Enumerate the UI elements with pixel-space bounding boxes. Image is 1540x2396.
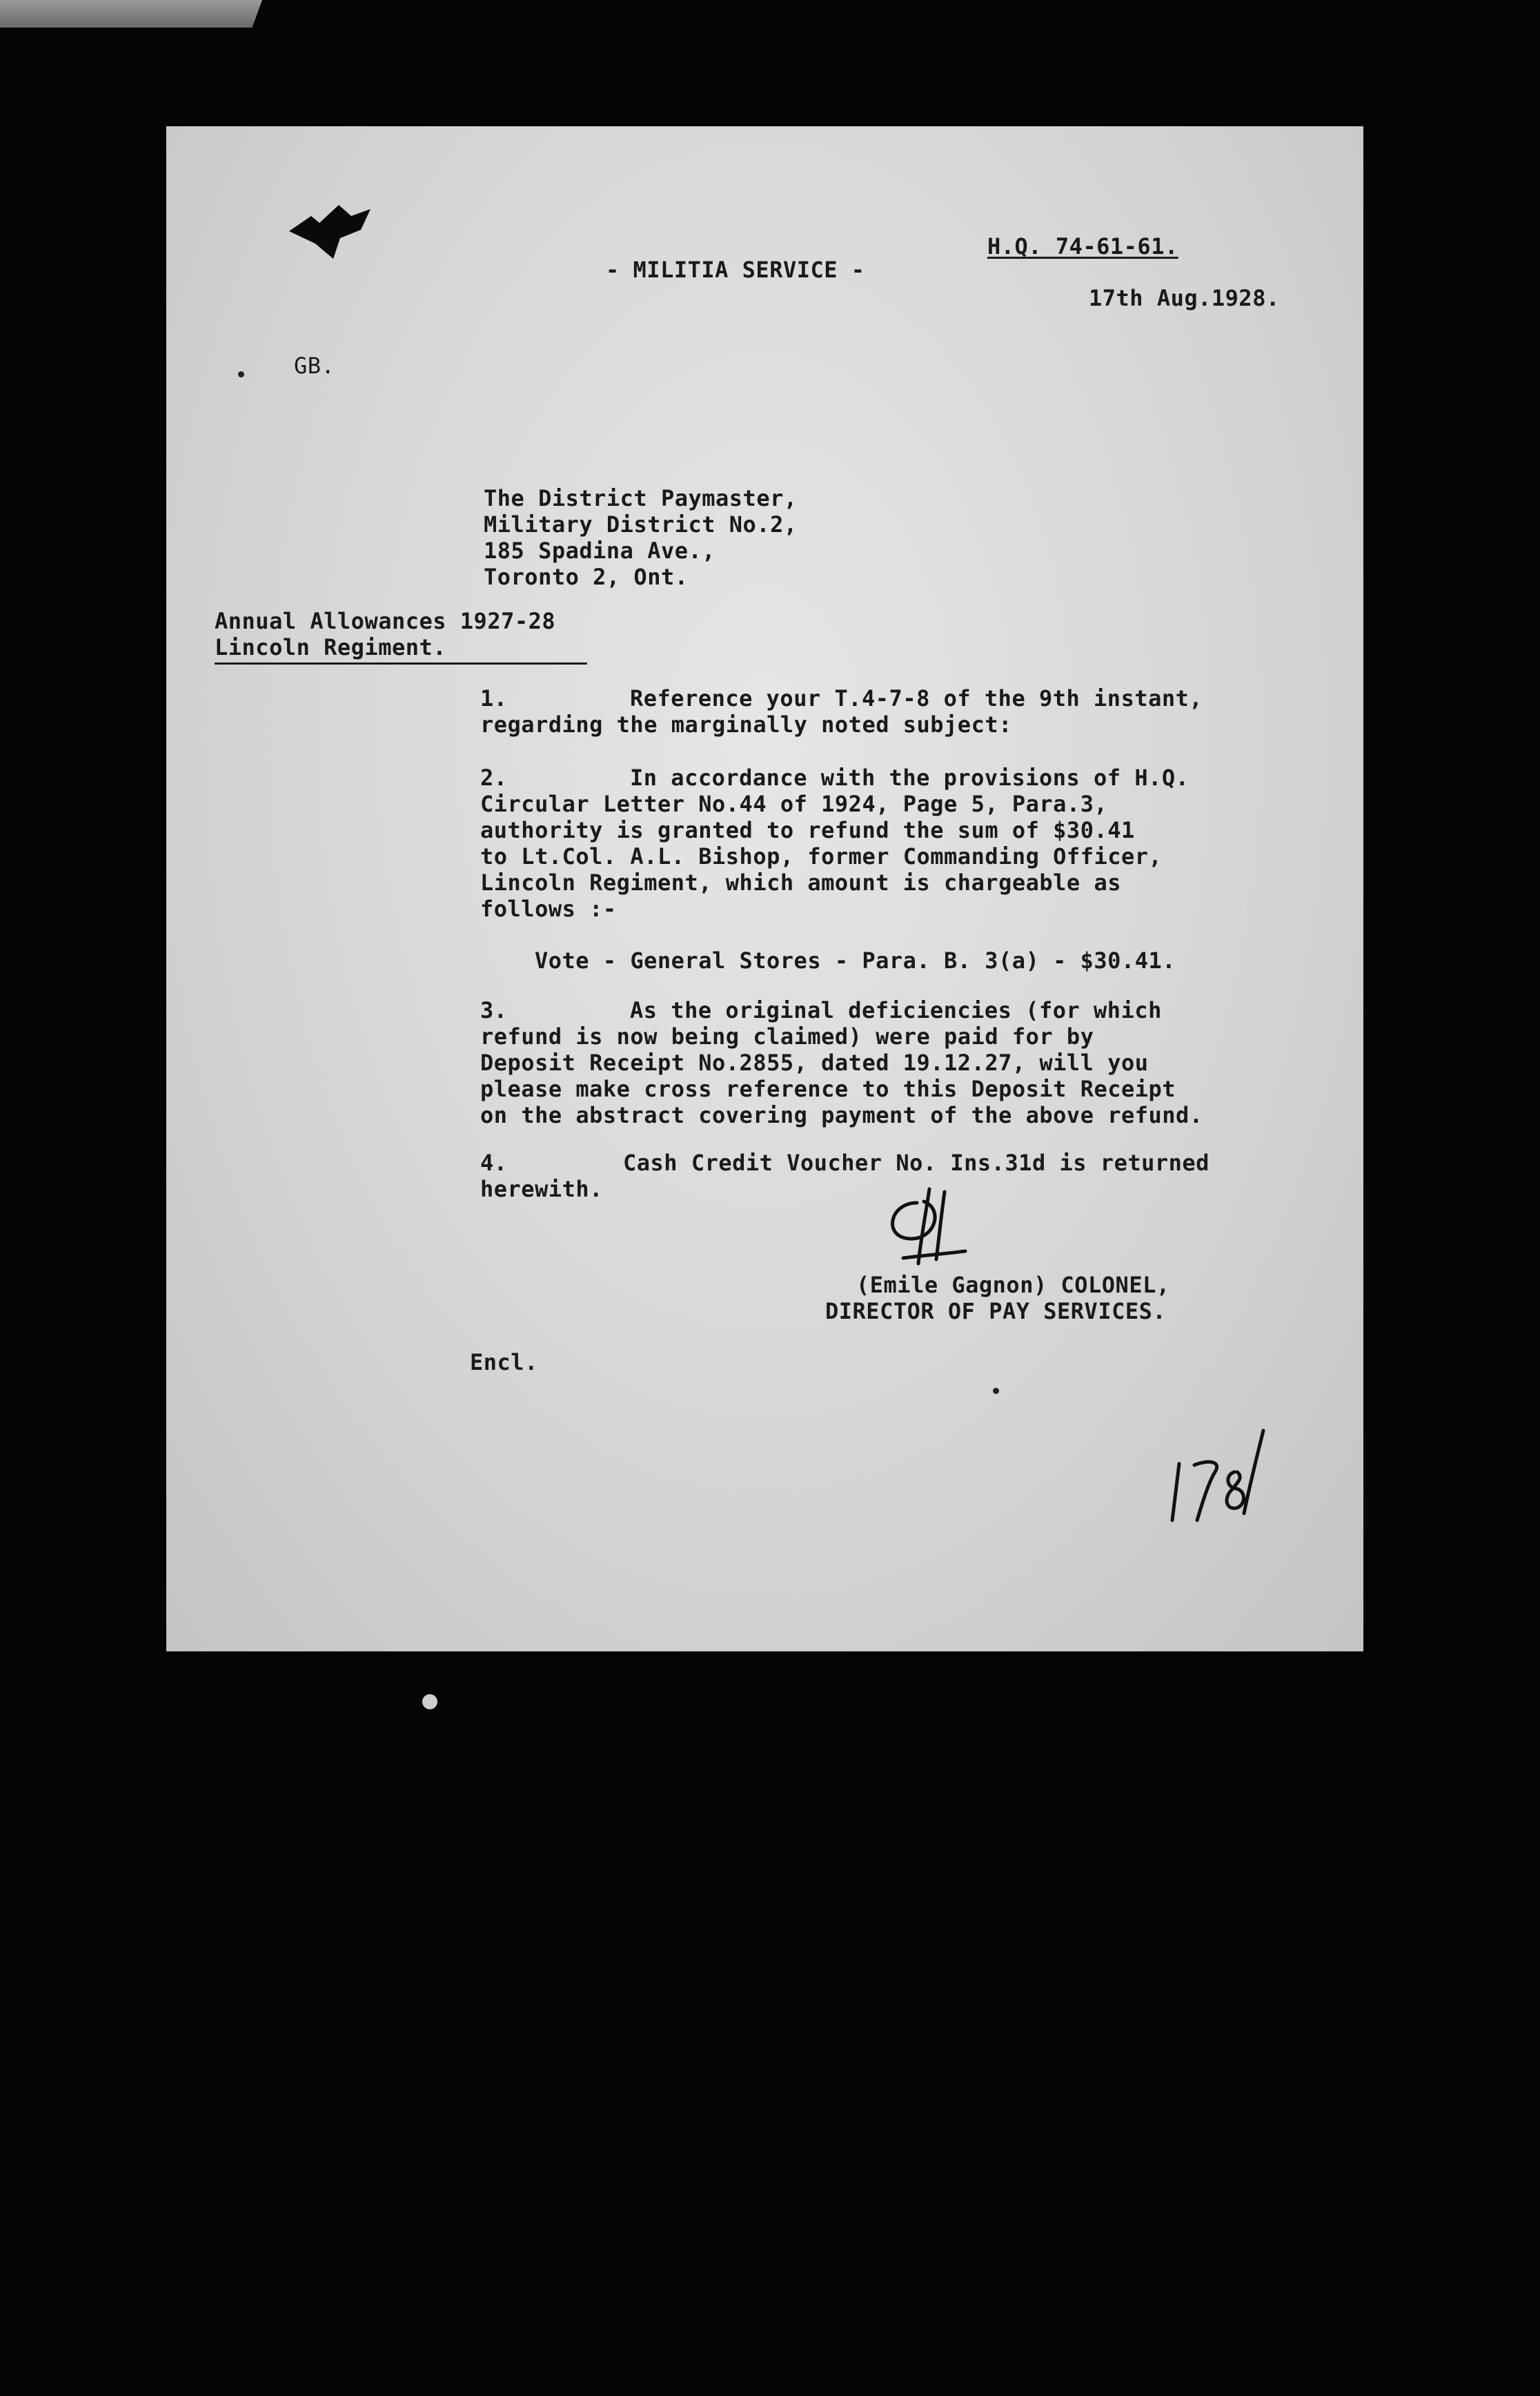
para-2-line-1: In accordance with the provisions of H.Q.: [630, 765, 1189, 791]
para-4-line-1: Cash Credit Voucher No. Ins.31d is returned: [623, 1150, 1210, 1176]
para-3-line-1: As the original deficiencies (for which: [630, 997, 1162, 1023]
subject-line-1: Annual Allowances 1927-28: [215, 608, 556, 634]
para-1-line-2: regarding the marginally noted subject:: [480, 711, 1012, 738]
para-2-line-3: authority is granted to refund the sum of $30.41: [480, 817, 1135, 843]
addressee-line-4: Toronto 2, Ont.: [484, 564, 689, 590]
handwritten-initials-signature: [876, 1182, 979, 1272]
para-3-line-3: Deposit Receipt No.2855, dated 19.12.27, will you: [480, 1050, 1149, 1076]
addressee-line-3: 185 Spadina Ave.,: [484, 538, 716, 564]
para-1-number: 1.: [480, 685, 508, 711]
para-3-number: 3.: [480, 997, 508, 1023]
para-4-line-2: herewith.: [480, 1176, 603, 1202]
para-2-line-2: Circular Letter No.44 of 1924, Page 5, Para.3,: [480, 791, 1108, 817]
para-3-line-5: on the abstract covering payment of the above refund.: [480, 1102, 1203, 1128]
subject-line-2: Lincoln Regiment.: [215, 634, 447, 660]
paper-mark: [993, 1388, 999, 1394]
para-4-number: 4.: [480, 1150, 508, 1176]
para-2-line-5: Lincoln Regiment, which amount is chargeable as: [480, 870, 1121, 896]
para-2-line-6: follows :-: [480, 896, 617, 922]
signatory-title: DIRECTOR OF PAY SERVICES.: [825, 1298, 1167, 1324]
para-1-line-1: Reference your T.4-7-8 of the 9th instant,: [630, 685, 1203, 711]
para-3-line-4: please make cross reference to this Deposit Receipt: [480, 1076, 1176, 1102]
para-2-number: 2.: [480, 765, 508, 791]
service-heading: - MILITIA SERVICE -: [606, 257, 865, 283]
film-speck: [422, 1694, 437, 1709]
paper-mark: [238, 371, 244, 377]
perforation-punch-mark: [284, 195, 380, 264]
para-3-line-2: refund is now being claimed) were paid for by: [480, 1023, 1094, 1050]
vote-charge-line: Vote - General Stores - Para. B. 3(a) - $30.41.: [535, 947, 1176, 974]
film-edge-scrap: [0, 0, 262, 28]
file-reference: H.Q. 74-61-61.: [987, 233, 1178, 259]
signatory-name: (Emile Gagnon) COLONEL,: [856, 1272, 1170, 1298]
typist-initials: GB.: [294, 353, 335, 379]
addressee-line-2: Military District No.2,: [484, 511, 798, 538]
letter-page: [166, 126, 1363, 1651]
para-2-line-4: to Lt.Col. A.L. Bishop, former Commanding Officer,: [480, 843, 1163, 870]
subject-rule: [215, 662, 587, 665]
addressee-line-1: The District Paymaster,: [484, 485, 798, 511]
letter-date: 17th Aug.1928.: [1089, 285, 1280, 311]
handwritten-folio-number: [1160, 1424, 1284, 1541]
enclosure-note: Encl.: [470, 1349, 538, 1375]
